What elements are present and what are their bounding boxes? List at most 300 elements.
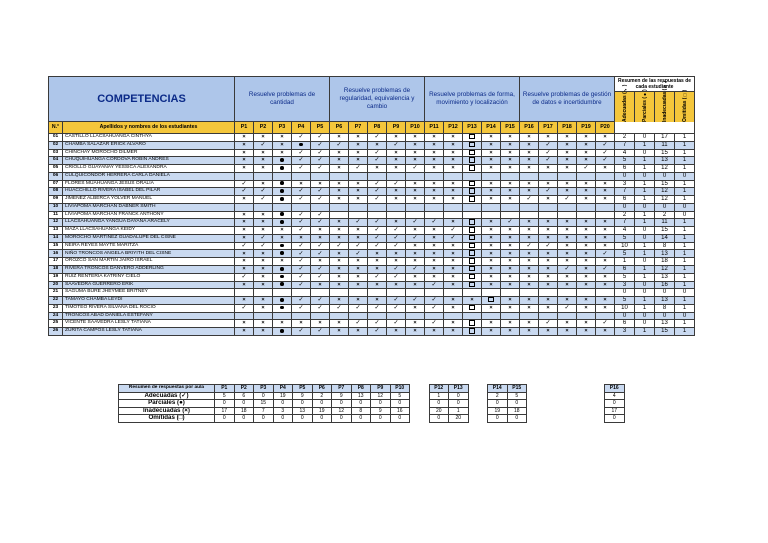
answer-cell — [520, 203, 539, 211]
student-name: CRIOLLO GUAYANAY YESSICA ALEXANDRA — [63, 165, 235, 173]
class-summary-value: 0 — [605, 415, 625, 423]
incorrect-mark: × — [337, 219, 341, 226]
class-summary-value: 16 — [390, 407, 410, 415]
class-summary-question: P14 — [488, 385, 508, 393]
incorrect-mark: × — [242, 211, 246, 218]
answer-cell — [425, 242, 444, 250]
incorrect-mark: × — [394, 149, 398, 156]
summary-student-title — [615, 77, 695, 134]
answer-cell — [539, 227, 558, 235]
answer-cell — [406, 234, 425, 242]
answer-cell — [577, 258, 596, 266]
answer-cell — [311, 250, 330, 258]
answer-cell — [273, 203, 292, 211]
student-results-sheet — [48, 76, 695, 336]
class-summary-value: 0 — [605, 400, 625, 408]
correct-mark: ✓ — [241, 304, 247, 311]
student-row — [49, 203, 695, 211]
incorrect-mark: × — [546, 234, 550, 241]
incorrect-mark: × — [261, 165, 265, 172]
incorrect-mark: × — [508, 234, 512, 241]
answer-cell — [387, 234, 406, 242]
correct-mark: ✓ — [298, 273, 304, 280]
answer-cell — [463, 172, 482, 180]
answer-cell — [349, 258, 368, 266]
answer-cell — [292, 250, 311, 258]
incorrect-mark: × — [508, 304, 512, 311]
partial-mark — [280, 306, 284, 310]
answer-cell — [558, 180, 577, 188]
student-number: 06 — [49, 172, 63, 180]
incorrect-mark: × — [432, 258, 436, 265]
class-summary-value: 0 — [488, 415, 508, 423]
answer-cell — [425, 188, 444, 196]
student-number: 24 — [49, 312, 63, 320]
partial-mark — [280, 267, 284, 271]
incorrect-mark: × — [261, 219, 265, 226]
incorrect-mark: × — [242, 134, 246, 141]
answer-cell — [311, 289, 330, 297]
answer-cell — [577, 157, 596, 165]
omitted-mark — [469, 165, 474, 170]
answer-cell — [406, 304, 425, 312]
answer-cell — [235, 227, 254, 235]
answer-cell — [273, 141, 292, 149]
student-name: OROZCO SAN MARTIN JAIRO ISRAEL — [63, 258, 235, 266]
student-summary-value: 0 — [635, 312, 655, 320]
answer-cell — [349, 312, 368, 320]
incorrect-mark: × — [394, 165, 398, 172]
answer-cell — [577, 165, 596, 173]
question-header: P17 — [539, 122, 558, 134]
answer-cell — [463, 196, 482, 204]
answer-cell — [425, 312, 444, 320]
answer-cell — [444, 219, 463, 227]
class-summary-question: P7 — [332, 385, 352, 393]
correct-mark: ✓ — [374, 196, 380, 203]
answer-cell — [539, 297, 558, 305]
incorrect-mark: × — [527, 273, 531, 280]
correct-mark: ✓ — [241, 188, 247, 195]
answer-cell — [520, 196, 539, 204]
student-row — [49, 180, 695, 188]
correct-mark: ✓ — [298, 258, 304, 265]
incorrect-mark: × — [394, 188, 398, 195]
answer-cell — [254, 304, 273, 312]
student-summary-value: 5 — [615, 157, 635, 165]
student-summary-value: 0 — [635, 289, 655, 297]
answer-cell — [292, 312, 311, 320]
answer-cell — [235, 180, 254, 188]
answer-cell — [330, 196, 349, 204]
incorrect-mark: × — [394, 134, 398, 141]
answer-cell — [235, 289, 254, 297]
student-name: RUIZ RENTERIA KATRINY CIELO — [63, 273, 235, 281]
omitted-mark — [469, 196, 474, 201]
answer-cell — [387, 219, 406, 227]
incorrect-mark: × — [508, 141, 512, 148]
incorrect-mark: × — [489, 149, 493, 156]
answer-cell — [368, 250, 387, 258]
answer-cell — [463, 250, 482, 258]
student-number: 10 — [49, 203, 63, 211]
class-summary-value: 9 — [293, 392, 313, 400]
correct-mark: ✓ — [298, 304, 304, 311]
incorrect-mark: × — [603, 304, 607, 311]
student-summary-value: 1 — [675, 234, 695, 242]
incorrect-mark: × — [527, 281, 531, 288]
answer-cell — [463, 165, 482, 173]
correct-mark: ✓ — [317, 250, 323, 257]
answer-cell — [596, 211, 615, 219]
class-summary-value — [468, 392, 488, 400]
incorrect-mark: × — [451, 141, 455, 148]
answer-cell — [539, 312, 558, 320]
answer-cell — [368, 203, 387, 211]
answer-cell — [463, 234, 482, 242]
answer-cell — [406, 312, 425, 320]
answer-cell — [387, 242, 406, 250]
answer-cell — [273, 219, 292, 227]
incorrect-mark: × — [261, 211, 265, 218]
answer-cell — [387, 196, 406, 204]
incorrect-mark: × — [489, 320, 493, 327]
correct-mark: ✓ — [298, 188, 304, 195]
incorrect-mark: × — [413, 320, 417, 327]
answer-cell — [254, 188, 273, 196]
class-summary-value: 0 — [390, 400, 410, 408]
incorrect-mark: × — [584, 180, 588, 187]
correct-mark: ✓ — [545, 242, 551, 249]
answer-cell — [368, 180, 387, 188]
answer-cell — [444, 165, 463, 173]
answer-cell — [596, 219, 615, 227]
answer-cell — [482, 281, 501, 289]
correct-mark: ✓ — [374, 320, 380, 327]
incorrect-mark: × — [337, 234, 341, 241]
answer-cell — [539, 234, 558, 242]
answer-cell — [463, 157, 482, 165]
answer-cell — [406, 203, 425, 211]
incorrect-mark: × — [451, 304, 455, 311]
incorrect-mark: × — [394, 281, 398, 288]
answer-cell — [387, 266, 406, 274]
class-summary-value: 0 — [234, 415, 254, 423]
class-summary-value — [585, 407, 605, 415]
incorrect-mark: × — [432, 141, 436, 148]
incorrect-mark: × — [489, 250, 493, 257]
class-summary-value: 0 — [215, 400, 235, 408]
answer-cell — [330, 134, 349, 142]
student-name: MOROCHO MARTINEZ GUADALUPE DEL CISNE — [63, 234, 235, 242]
answer-cell — [330, 273, 349, 281]
student-number: 16 — [49, 250, 63, 258]
answer-cell — [235, 196, 254, 204]
answer-cell — [349, 234, 368, 242]
answer-cell — [292, 273, 311, 281]
class-summary-value: 0 — [273, 415, 293, 423]
student-summary-value: 13 — [655, 157, 675, 165]
incorrect-mark: × — [318, 227, 322, 234]
answer-cell — [425, 157, 444, 165]
answer-cell — [425, 250, 444, 258]
partial-mark — [280, 197, 284, 201]
answer-cell — [520, 328, 539, 336]
answer-cell — [349, 281, 368, 289]
student-name: LLACSAHUANGA YANGUA DAYANA ARACELY — [63, 219, 235, 227]
answer-cell — [387, 281, 406, 289]
answer-cell — [596, 196, 615, 204]
answer-cell — [311, 211, 330, 219]
student-summary-value: 1 — [635, 188, 655, 196]
answer-cell — [539, 273, 558, 281]
answer-cell — [444, 250, 463, 258]
answer-cell — [349, 157, 368, 165]
answer-cell — [311, 234, 330, 242]
answer-cell — [577, 266, 596, 274]
class-summary-value: 13 — [293, 407, 313, 415]
answer-cell — [463, 219, 482, 227]
student-summary-value: 1 — [635, 180, 655, 188]
question-header: P3 — [273, 122, 292, 134]
student-row — [49, 227, 695, 235]
answer-cell — [425, 266, 444, 274]
partial-mark — [280, 181, 284, 185]
answer-cell — [425, 219, 444, 227]
answer-cell — [558, 203, 577, 211]
correct-mark: ✓ — [545, 149, 551, 156]
answer-cell — [254, 165, 273, 173]
answer-cell — [539, 134, 558, 142]
correct-mark: ✓ — [298, 266, 304, 273]
answer-cell — [406, 211, 425, 219]
incorrect-mark: × — [413, 180, 417, 187]
incorrect-mark: × — [242, 297, 246, 304]
incorrect-mark: × — [299, 320, 303, 327]
answer-cell — [501, 273, 520, 281]
student-name: CHINCHAY MOROCHO DILMER — [63, 149, 235, 157]
student-summary-value: 1 — [675, 188, 695, 196]
incorrect-mark: × — [413, 196, 417, 203]
answer-cell — [482, 234, 501, 242]
student-summary-value: 1 — [635, 165, 655, 173]
answer-cell — [292, 172, 311, 180]
answer-cell — [330, 304, 349, 312]
student-summary-value: 15 — [655, 149, 675, 157]
incorrect-mark: × — [261, 320, 265, 327]
answer-cell — [425, 234, 444, 242]
incorrect-mark: × — [451, 165, 455, 172]
student-summary-value: 0 — [635, 149, 655, 157]
incorrect-mark: × — [280, 134, 284, 141]
answer-cell — [406, 266, 425, 274]
student-number: 26 — [49, 328, 63, 336]
class-summary-value: 0 — [234, 400, 254, 408]
class-summary-value: 9 — [371, 407, 391, 415]
correct-mark: ✓ — [374, 227, 380, 234]
answer-cell — [330, 312, 349, 320]
class-summary-question: P8 — [351, 385, 371, 393]
student-name: CHUQUIHUANGA CORDOVA ROBIN ANDRES — [63, 157, 235, 165]
answer-cell — [387, 149, 406, 157]
class-summary-value: 13 — [351, 392, 371, 400]
answer-cell — [596, 157, 615, 165]
answer-cell — [254, 180, 273, 188]
correct-mark: ✓ — [298, 219, 304, 226]
answer-cell — [558, 134, 577, 142]
answer-cell — [520, 281, 539, 289]
question-header: P8 — [368, 122, 387, 134]
answer-cell — [577, 320, 596, 328]
answer-cell — [482, 141, 501, 149]
answer-cell — [501, 281, 520, 289]
answer-cell — [520, 250, 539, 258]
student-summary-value: 3 — [615, 281, 635, 289]
incorrect-mark: × — [432, 250, 436, 257]
answer-cell — [311, 258, 330, 266]
class-summary-question: P5 — [293, 385, 313, 393]
answer-cell — [368, 312, 387, 320]
question-header: P9 — [387, 122, 406, 134]
answer-cell — [444, 328, 463, 336]
answer-cell — [482, 320, 501, 328]
answer-cell — [482, 297, 501, 305]
answer-cell — [482, 273, 501, 281]
incorrect-mark: × — [261, 157, 265, 164]
answer-cell — [539, 320, 558, 328]
answer-cell — [444, 234, 463, 242]
answer-cell — [596, 149, 615, 157]
answer-cell — [311, 141, 330, 149]
answer-cell — [311, 196, 330, 204]
answer-cell — [406, 157, 425, 165]
incorrect-mark: × — [337, 227, 341, 234]
answer-cell — [463, 242, 482, 250]
student-row — [49, 211, 695, 219]
student-name: LIVIAPOMA MARCHAN DABNER SMITH — [63, 203, 235, 211]
correct-mark: ✓ — [298, 134, 304, 141]
incorrect-mark: × — [356, 141, 360, 148]
answer-cell — [444, 266, 463, 274]
correct-mark: ✓ — [298, 165, 304, 172]
correct-mark: ✓ — [583, 165, 589, 172]
correct-mark: ✓ — [545, 188, 551, 195]
answer-cell — [349, 203, 368, 211]
answer-cell — [596, 180, 615, 188]
answer-cell — [463, 188, 482, 196]
answer-cell — [273, 165, 292, 173]
answer-cell — [387, 320, 406, 328]
correct-mark: ✓ — [317, 157, 323, 164]
answer-cell — [349, 180, 368, 188]
omitted-mark — [469, 227, 474, 232]
student-summary-value: 12 — [655, 196, 675, 204]
question-header: P10 — [406, 122, 425, 134]
student-summary-value: 0 — [655, 289, 675, 297]
student-summary-value: 5 — [615, 297, 635, 305]
incorrect-mark: × — [508, 134, 512, 141]
incorrect-mark: × — [261, 258, 265, 265]
student-summary-value: 0 — [635, 258, 655, 266]
answer-cell — [387, 141, 406, 149]
incorrect-mark: × — [242, 234, 246, 241]
incorrect-mark: × — [451, 328, 455, 335]
answer-cell — [482, 157, 501, 165]
class-summary-value — [468, 415, 488, 423]
incorrect-mark: × — [546, 258, 550, 265]
student-summary-value: 2 — [615, 211, 635, 219]
answer-cell — [596, 141, 615, 149]
correct-mark: ✓ — [393, 304, 399, 311]
answer-cell — [254, 320, 273, 328]
incorrect-mark: × — [489, 188, 493, 195]
student-summary-value: 1 — [675, 304, 695, 312]
answer-cell — [406, 289, 425, 297]
class-summary-value: 0 — [254, 392, 274, 400]
summary-column-label: Omitidas (□) — [681, 89, 688, 122]
answer-cell — [273, 134, 292, 142]
answer-cell — [558, 273, 577, 281]
incorrect-mark: × — [242, 165, 246, 172]
answer-cell — [577, 312, 596, 320]
answer-cell — [558, 172, 577, 180]
incorrect-mark: × — [394, 250, 398, 257]
incorrect-mark: × — [337, 149, 341, 156]
class-summary-value: 1 — [429, 392, 449, 400]
incorrect-mark: × — [413, 273, 417, 280]
answer-cell — [292, 266, 311, 274]
incorrect-mark: × — [489, 180, 493, 187]
incorrect-mark: × — [242, 141, 246, 148]
incorrect-mark: × — [584, 304, 588, 311]
incorrect-mark: × — [489, 157, 493, 164]
answer-cell — [349, 149, 368, 157]
incorrect-mark: × — [356, 328, 360, 335]
answer-cell — [520, 312, 539, 320]
answer-cell — [501, 196, 520, 204]
student-summary-value: 2 — [655, 211, 675, 219]
incorrect-mark: × — [546, 328, 550, 335]
answer-cell — [292, 227, 311, 235]
class-summary-question: P1 — [215, 385, 235, 393]
answer-cell — [368, 258, 387, 266]
answer-cell — [463, 149, 482, 157]
incorrect-mark: × — [527, 134, 531, 141]
student-name: JIMENEZ ALBERCA YOLVER MANUEL — [63, 196, 235, 204]
student-summary-value: 4 — [615, 227, 635, 235]
incorrect-mark: × — [413, 250, 417, 257]
incorrect-mark: × — [432, 328, 436, 335]
answer-cell — [387, 273, 406, 281]
answer-cell — [558, 157, 577, 165]
student-summary-value: 3 — [615, 180, 635, 188]
question-header: P4 — [292, 122, 311, 134]
class-summary-question: P9 — [371, 385, 391, 393]
answer-cell — [577, 297, 596, 305]
incorrect-mark: × — [603, 180, 607, 187]
incorrect-mark: × — [508, 196, 512, 203]
answer-cell — [235, 281, 254, 289]
answer-cell — [463, 320, 482, 328]
answer-cell — [482, 312, 501, 320]
answer-cell — [558, 219, 577, 227]
student-summary-value: 2 — [615, 134, 635, 142]
incorrect-mark: × — [527, 250, 531, 257]
correct-mark: ✓ — [393, 297, 399, 304]
incorrect-mark: × — [603, 281, 607, 288]
student-summary-value: 0 — [635, 203, 655, 211]
answer-cell — [482, 172, 501, 180]
